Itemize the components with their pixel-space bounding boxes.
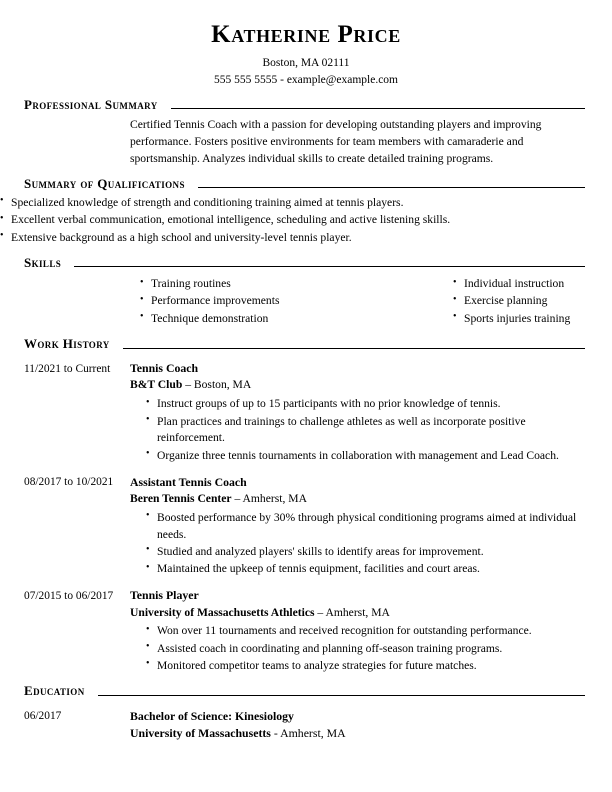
- organization-separator: –: [182, 378, 194, 392]
- entry-dates: 07/2015 to 06/2017: [24, 589, 114, 602]
- organization-separator: –: [231, 492, 243, 505]
- section-rule: [74, 266, 585, 267]
- work-history-entry: [0, 360, 612, 465]
- skills-list-right: [453, 276, 582, 327]
- list-item: • Plan practices and trainings to challenge athletes as well as incorporate positive reinforcement.: [146, 414, 584, 448]
- work-history-entry: [0, 474, 612, 579]
- section-rule: [198, 187, 585, 188]
- section-title: Education: [24, 683, 85, 699]
- professional-summary-text: Certified Tennis Coach with a passion for developing outstanding players and improving performance. Fosters positive environments for team members with camaraderie and sportsmanship. Analyzes individual skills to create detailed training programs.: [130, 117, 542, 165]
- degree-line: [130, 708, 584, 726]
- list-item: • Extensive background as a high school and university-level tennis player.: [0, 230, 612, 247]
- job-bullets: [146, 623, 584, 674]
- list-item: • Studied and analyzed players' skills to identify areas for improvement.: [146, 544, 584, 561]
- section-title: Professional Summary: [24, 96, 158, 112]
- section-rule: [171, 108, 585, 109]
- list-item: • Instruct groups of up to 15 participants with no prior knowledge of tennis.: [146, 396, 584, 413]
- list-item: • Boosted performance by 30% through physical conditioning programs aimed at individual needs.: [146, 510, 584, 544]
- organization-name: Beren Tennis Center: [130, 492, 232, 505]
- list-item: • Maintained the upkeep of tennis equipment, facilities and court areas.: [146, 561, 584, 578]
- organization-name: University of Massachusetts Athletics: [130, 605, 315, 619]
- entry-detail: [130, 587, 584, 675]
- list-item: • Specialized knowledge of strength and conditioning training aimed at tennis players.: [0, 195, 612, 212]
- organization-line: [130, 377, 584, 394]
- resume-header: [0, 0, 612, 89]
- degree-name: Bachelor of Science: Kinesiology: [130, 708, 294, 723]
- organization-separator: –: [314, 605, 326, 619]
- entry-detail: [130, 474, 584, 579]
- section-heading-education: [24, 675, 585, 698]
- section-heading-summary-of-qualifications: [24, 168, 585, 191]
- organization-location: Boston, MA: [193, 378, 252, 392]
- list-item: • Technique demonstration: [140, 311, 361, 328]
- section-rule: [123, 348, 585, 349]
- skills-columns: [140, 276, 582, 328]
- job-title: Tennis Coach: [130, 361, 199, 376]
- list-item: • Sports injuries training: [453, 311, 582, 328]
- list-item: • Exercise planning: [453, 293, 582, 310]
- job-title: Assistant Tennis Coach: [130, 474, 247, 489]
- skills-column-right: [361, 276, 582, 328]
- section-heading-work-history: [24, 328, 585, 351]
- organization-line: [130, 491, 584, 508]
- qualifications-list: [0, 195, 612, 246]
- list-item: • Excellent verbal communication, emotional intelligence, scheduling and active listening skills.: [0, 212, 612, 229]
- entry-detail: [130, 360, 584, 465]
- education-entry: [0, 708, 612, 743]
- organization-location: Amherst, MA: [325, 605, 390, 619]
- section-title: Summary of Qualifications: [24, 175, 185, 191]
- list-item: • Won over 11 tournaments and received recognition for outstanding performance.: [146, 623, 584, 640]
- school-name: University of Massachusetts: [130, 726, 271, 741]
- candidate-address: Boston, MA 02111: [262, 57, 350, 70]
- list-item: • Training routines: [140, 276, 361, 293]
- entry-dates: 06/2017: [24, 710, 62, 723]
- list-item: • Performance improvements: [140, 293, 361, 310]
- organization-line: [130, 605, 584, 622]
- skills-list-left: [140, 276, 361, 327]
- job-title: Tennis Player: [130, 588, 199, 603]
- candidate-contact: 555 555 5555 - example@example.com: [214, 73, 398, 86]
- section-title: Work History: [24, 336, 110, 352]
- list-item: • Assisted coach in coordinating and planning off-season training programs.: [146, 641, 584, 658]
- school-location: Amherst, MA: [280, 726, 346, 741]
- entry-dates: 08/2017 to 10/2021: [24, 476, 114, 489]
- section-rule: [98, 695, 585, 696]
- job-bullets: [146, 510, 584, 578]
- list-item: • Organize three tennis tournaments in collaboration with management and Lead Coach.: [146, 448, 584, 465]
- organization-name: B&T Club: [130, 378, 183, 392]
- organization-location: Amherst, MA: [242, 492, 307, 505]
- skills-column-left: [140, 276, 361, 328]
- school-separator: -: [270, 726, 281, 741]
- professional-summary-body: [130, 117, 584, 168]
- entry-dates: 11/2021 to Current: [24, 362, 111, 375]
- list-item: • Individual instruction: [453, 276, 582, 293]
- entry-detail: [130, 708, 584, 743]
- section-title: Skills: [24, 254, 62, 270]
- job-bullets: [146, 396, 584, 464]
- candidate-name: Katherine Price: [211, 21, 401, 48]
- list-item: • Monitored competitor teams to analyze strategies for future matches.: [146, 658, 584, 675]
- section-heading-professional-summary: [24, 89, 585, 112]
- section-heading-skills: [24, 247, 585, 270]
- work-history-entry: [0, 587, 612, 675]
- school-line: [130, 725, 584, 743]
